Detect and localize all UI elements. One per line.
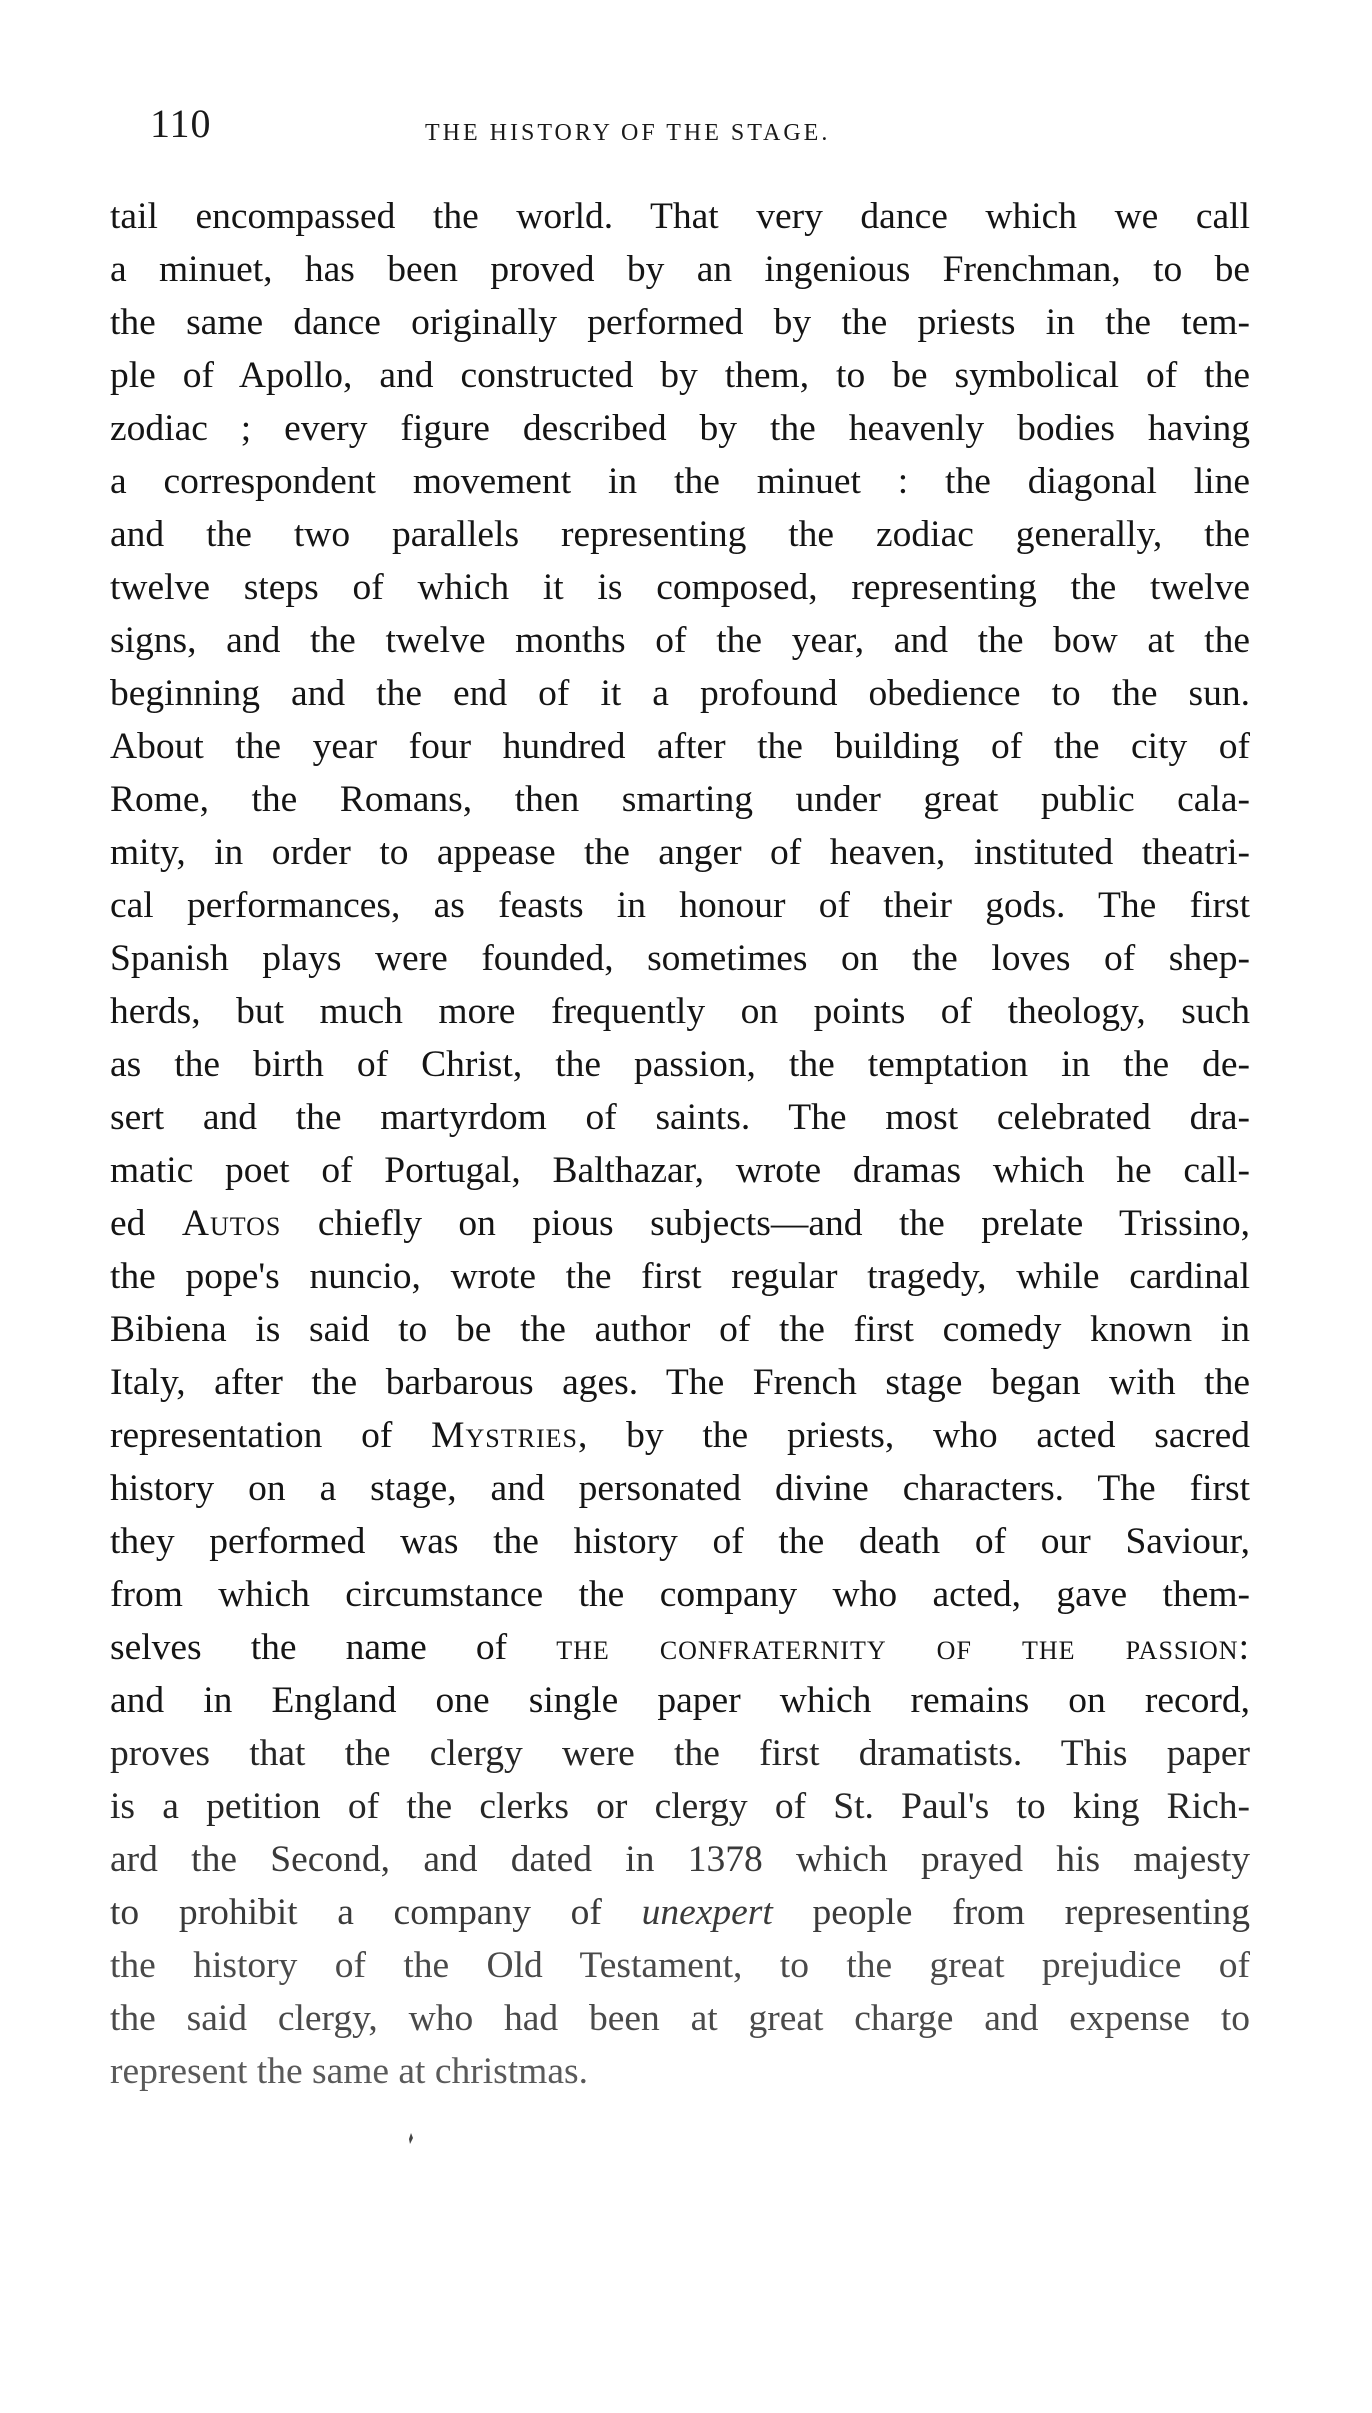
small-caps-term: Autos bbox=[181, 1203, 282, 1244]
text-line bbox=[110, 1621, 1250, 1674]
text-segment: to prohibit a company of bbox=[110, 1892, 642, 1933]
small-caps-term: Mystries bbox=[431, 1415, 578, 1456]
text-line bbox=[110, 1409, 1250, 1462]
text-line bbox=[110, 1886, 1250, 1939]
text-line: About the year four hundred after the building of the city of bbox=[110, 726, 1250, 767]
text-segment: people from representing bbox=[772, 1892, 1250, 1933]
text-line: herds, but much more frequently on points of theology, such bbox=[110, 991, 1250, 1032]
running-title: THE HISTORY OF THE STAGE. bbox=[425, 120, 831, 146]
text-line: as the birth of Christ, the passion, the temptation in the de- bbox=[110, 1044, 1250, 1085]
text-line: ard the Second, and dated in 1378 which prayed his majesty bbox=[110, 1839, 1250, 1880]
text-line: cal performances, as feasts in honour of their gods. The first bbox=[110, 885, 1250, 926]
text-line: and the two parallels representing the zodiac generally, the bbox=[110, 514, 1250, 555]
text-line: the pope's nuncio, wrote the first regular tragedy, while cardinal bbox=[110, 1256, 1250, 1297]
text-line: Bibiena is said to be the author of the first comedy known in bbox=[110, 1309, 1250, 1350]
text-line: zodiac ; every figure described by the heavenly bodies having bbox=[110, 408, 1250, 449]
italic-term: unexpert bbox=[641, 1892, 773, 1933]
text-line: the same dance originally performed by the priests in the tem- bbox=[110, 302, 1250, 343]
page-number: 110 bbox=[150, 101, 212, 146]
text-line: they performed was the history of the death of our Saviour, bbox=[110, 1521, 1250, 1562]
text-line: the said clergy, who had been at great charge and expense to bbox=[110, 1998, 1250, 2039]
text-line: matic poet of Portugal, Balthazar, wrote dramas which he call- bbox=[110, 1150, 1250, 1191]
text-line: Italy, after the barbarous ages. The French stage began with the bbox=[110, 1362, 1250, 1403]
text-line: the history of the Old Testament, to the great prejudice of bbox=[110, 1945, 1250, 1986]
text-segment: chiefly on pious subjects—and the prelate Trissino, bbox=[281, 1203, 1250, 1244]
text-segment: , by the priests, who acted sacred bbox=[577, 1415, 1250, 1456]
text-line: ple of Apollo, and constructed by them, to be symbolical of the bbox=[110, 355, 1250, 396]
text-line bbox=[110, 1197, 1250, 1250]
text-line: sert and the martyrdom of saints. The most celebrated dra- bbox=[110, 1097, 1250, 1138]
text-line: a correspondent movement in the minuet : the diagonal line bbox=[110, 461, 1250, 502]
text-line: and in England one single paper which remains on record, bbox=[110, 1680, 1250, 1721]
text-line: twelve steps of which it is composed, representing the twelve bbox=[110, 567, 1250, 608]
text-line: history on a stage, and personated divine characters. The first bbox=[110, 1468, 1250, 1509]
text-line: Spanish plays were founded, sometimes on the loves of shep- bbox=[110, 938, 1250, 979]
text-segment: ed bbox=[110, 1203, 182, 1244]
text-line: is a petition of the clerks or clergy of St. Paul's to king Rich- bbox=[110, 1786, 1250, 1827]
ink-speck bbox=[405, 2132, 417, 2146]
text-segment: representation of bbox=[110, 1415, 432, 1456]
text-line: tail encompassed the world. That very dance which we call bbox=[110, 196, 1250, 237]
text-segment: selves the name of bbox=[110, 1627, 557, 1668]
text-line: Rome, the Romans, then smarting under great public cala- bbox=[110, 779, 1250, 820]
text-line: signs, and the twelve months of the year, and the bow at the bbox=[110, 620, 1250, 661]
page-header bbox=[150, 100, 1230, 160]
text-line: beginning and the end of it a profound obedience to the sun. bbox=[110, 673, 1250, 714]
small-caps-term: the confraternity of the passion: bbox=[556, 1627, 1250, 1668]
text-line: represent the same at christmas. bbox=[110, 2051, 588, 2092]
body-text bbox=[110, 190, 1250, 2098]
text-line: from which circumstance the company who acted, gave them- bbox=[110, 1574, 1250, 1615]
text-line: proves that the clergy were the first dramatists. This paper bbox=[110, 1733, 1250, 1774]
text-line: a minuet, has been proved by an ingenious Frenchman, to be bbox=[110, 249, 1250, 290]
text-line: mity, in order to appease the anger of heaven, instituted theatri- bbox=[110, 832, 1250, 873]
